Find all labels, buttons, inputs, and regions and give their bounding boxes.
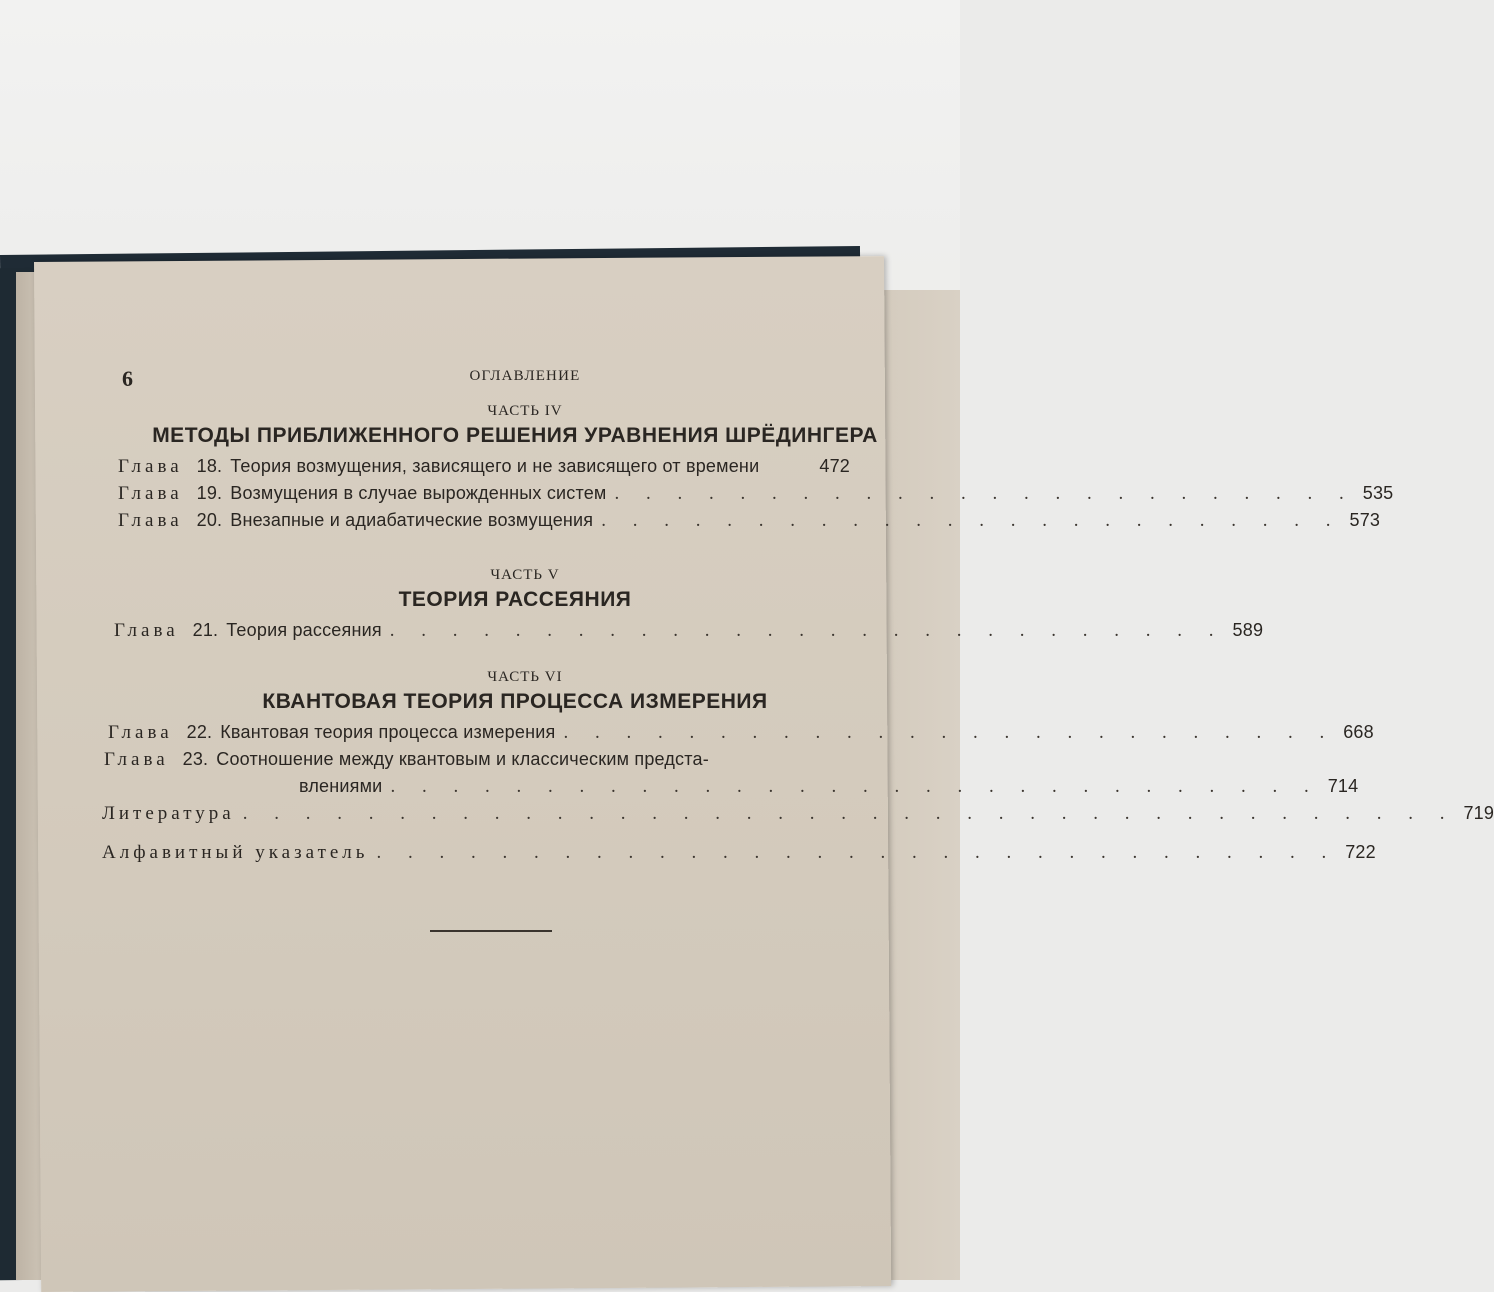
part-label: ЧАСТЬ V [490, 567, 560, 583]
part-title: МЕТОДЫ ПРИБЛИЖЕННОГО РЕШЕНИЯ УРАВНЕНИЯ ШРЁДИНГЕРА [152, 424, 878, 447]
back-matter [102, 803, 1494, 869]
chapter-title: Квантовая теория процесса измерения [220, 722, 556, 742]
page-ref: 714 [1327, 776, 1359, 796]
toc-entry [100, 483, 1394, 510]
page-ref: 589 [1232, 620, 1264, 640]
page-ref: 722 [1345, 842, 1376, 862]
chapter-title: Возмущения в случае вырожденных систем [230, 483, 607, 503]
toc-entry [102, 803, 1494, 830]
chapter-prefix: Глава [118, 483, 183, 504]
leader-dots: . . . . . . . . . . . . . . . . . . . . . . . . . . . . . . . . . . . . . . . [242, 803, 1456, 824]
toc-entry [102, 842, 1376, 869]
chapter-number: 23. [182, 749, 209, 769]
part-vi [100, 669, 1374, 803]
page-ref: 668 [1343, 722, 1374, 742]
chapter-prefix: Глава [108, 722, 173, 743]
end-rule [430, 930, 552, 932]
toc-entry [100, 456, 890, 483]
chapter-number: 21. [192, 620, 219, 640]
leader-dots: . . . . . . . . . . . . . . . . . . . . . . . . [614, 483, 1355, 504]
toc-entry [100, 620, 1264, 647]
chapter-title: Теория рассеяния [226, 620, 382, 640]
table-of-contents [100, 360, 1494, 869]
chapter-number: 18. [196, 456, 223, 476]
page-ref: 573 [1349, 510, 1381, 530]
chapter-prefix: Глава [114, 620, 179, 641]
part-label: ЧАСТЬ IV [487, 403, 563, 419]
toc-entry [100, 722, 1374, 749]
part-label: ЧАСТЬ VI [487, 669, 563, 685]
part-iv [100, 403, 1394, 537]
page-number: 6 [122, 366, 134, 391]
page-ref: 719 [1463, 803, 1494, 823]
leader-dots: . . . . . . . . . . . . . . . . . . . . . . . . . . . [389, 620, 1225, 641]
chapter-prefix: Глава [118, 510, 183, 531]
leader-dots: . . . . . . . . . . . . . . . . . . . . . . . . . . . . . . . [376, 842, 1338, 863]
chapter-title: Соотношение между квантовым и классическим предста- [216, 749, 709, 769]
leader-dots: . . . . . . . . . . . . . . . . . . . . . . . . [601, 510, 1342, 531]
page-ref: 535 [1362, 483, 1394, 503]
leader-dots: . . . . . . . . . . . . . . . . . . . . . . . . . [563, 722, 1336, 743]
chapter-title: Внезапные и адиабатические возмущения [230, 510, 594, 530]
chapter-title: Теория возмущения, зависящего и не зависящего от времени [230, 456, 760, 476]
page-ref: 472 [819, 456, 850, 476]
leader-dots: . . . . . . . . . . . . . . . . . . . . . . . . . . . . . . [390, 776, 1320, 797]
toc-entry [100, 749, 890, 776]
back-matter-title: Литература [102, 803, 235, 824]
chapter-number: 22. [186, 722, 213, 742]
part-title: ТЕОРИЯ РАССЕЯНИЯ [398, 588, 632, 611]
chapter-prefix: Глава [104, 749, 169, 770]
chapter-number: 19. [196, 483, 223, 503]
toc-entry [100, 510, 1381, 537]
part-title: КВАНТОВАЯ ТЕОРИЯ ПРОЦЕССА ИЗМЕРЕНИЯ [262, 690, 768, 713]
chapter-title-continuation: влениями [299, 776, 383, 796]
chapter-number: 20. [196, 510, 223, 530]
running-head: ОГЛАВЛЕНИЕ [469, 368, 581, 384]
toc-entry-continuation [100, 776, 1359, 803]
back-matter-title: Алфавитный указатель [102, 842, 369, 863]
chapter-prefix: Глава [118, 456, 183, 477]
part-v [100, 567, 1264, 647]
